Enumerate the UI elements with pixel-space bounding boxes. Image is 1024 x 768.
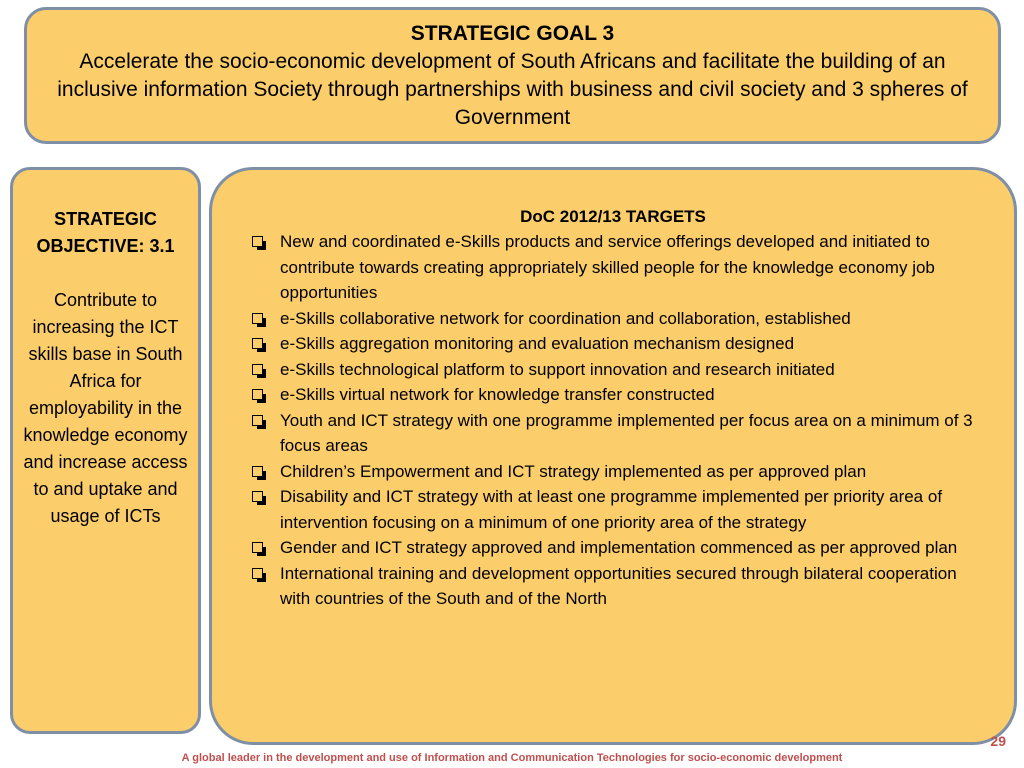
strategic-objective-description: Contribute to increasing the ICT skills base in South Africa for employability in the knowledge economy and increase access to and uptake and usage of ICTs <box>23 290 188 526</box>
strategic-goal-title: STRATEGIC GOAL 3 <box>410 22 615 45</box>
target-item-text: Disability and ICT strategy with at least one programme implemented per priority area of intervention focusing on a minimum of one priority area of the strategy <box>280 487 943 532</box>
target-item-text: Youth and ICT strategy with one programme implemented per focus area on a minimum of 3 focus areas <box>280 410 973 455</box>
square-bullet-icon <box>252 466 263 477</box>
strategic-objective-title: STRATEGIC OBJECTIVE: 3.1 <box>36 209 175 256</box>
target-item <box>212 408 1014 459</box>
targets-title: DoC 2012/13 TARGETS <box>520 207 706 226</box>
target-item-text: e-Skills technological platform to support innovation and research initiated <box>280 359 835 379</box>
square-bullet-icon <box>252 364 263 375</box>
square-bullet-icon <box>252 236 263 247</box>
square-bullet-icon <box>252 389 263 400</box>
square-bullet-icon <box>252 568 263 579</box>
target-item-text: e-Skills aggregation monitoring and evaluation mechanism designed <box>280 334 795 353</box>
target-item <box>212 535 1014 561</box>
square-bullet-icon <box>252 542 263 553</box>
target-item <box>212 561 1014 612</box>
strategic-goal-description: Accelerate the socio-economic development of South Africans and facilitate the building of an inclusive information Society through partnerships with business and civil society and 3 spheres of Government <box>57 50 968 129</box>
target-item-text: e-Skills collaborative network for coordination and collaboration, established <box>280 308 851 328</box>
target-item-text: Gender and ICT strategy approved and implementation commenced as per approved plan <box>280 538 958 557</box>
target-item-text: International training and development opportunities secured through bilateral cooperation with countries of the South and of the North <box>280 563 957 608</box>
target-item <box>212 382 1014 408</box>
page-number: 29 <box>990 733 1006 749</box>
target-item <box>212 459 1014 485</box>
target-item <box>212 484 1014 535</box>
square-bullet-icon <box>252 338 263 349</box>
square-bullet-icon <box>252 491 263 502</box>
targets-list <box>212 229 1014 612</box>
target-item <box>212 357 1014 383</box>
strategic-objective-box <box>10 167 201 734</box>
footer-tagline: A global leader in the development and use of Information and Communication Technologies for socio-economic development <box>181 752 843 764</box>
target-item-text: Children’s Empowerment and ICT strategy implemented as per approved plan <box>280 461 867 481</box>
strategic-goal-box <box>24 7 1001 144</box>
target-item-text: e-Skills virtual network for knowledge transfer constructed <box>280 385 715 404</box>
targets-box <box>209 167 1017 745</box>
target-item <box>212 331 1014 357</box>
square-bullet-icon <box>252 313 263 324</box>
square-bullet-icon <box>252 415 263 426</box>
target-item <box>212 306 1014 332</box>
target-item-text: New and coordinated e-Skills products and service offerings developed and initiated to contribute towards creating appropriately skilled people for the knowledge economy job opportunities <box>280 232 935 302</box>
target-item <box>212 229 1014 306</box>
